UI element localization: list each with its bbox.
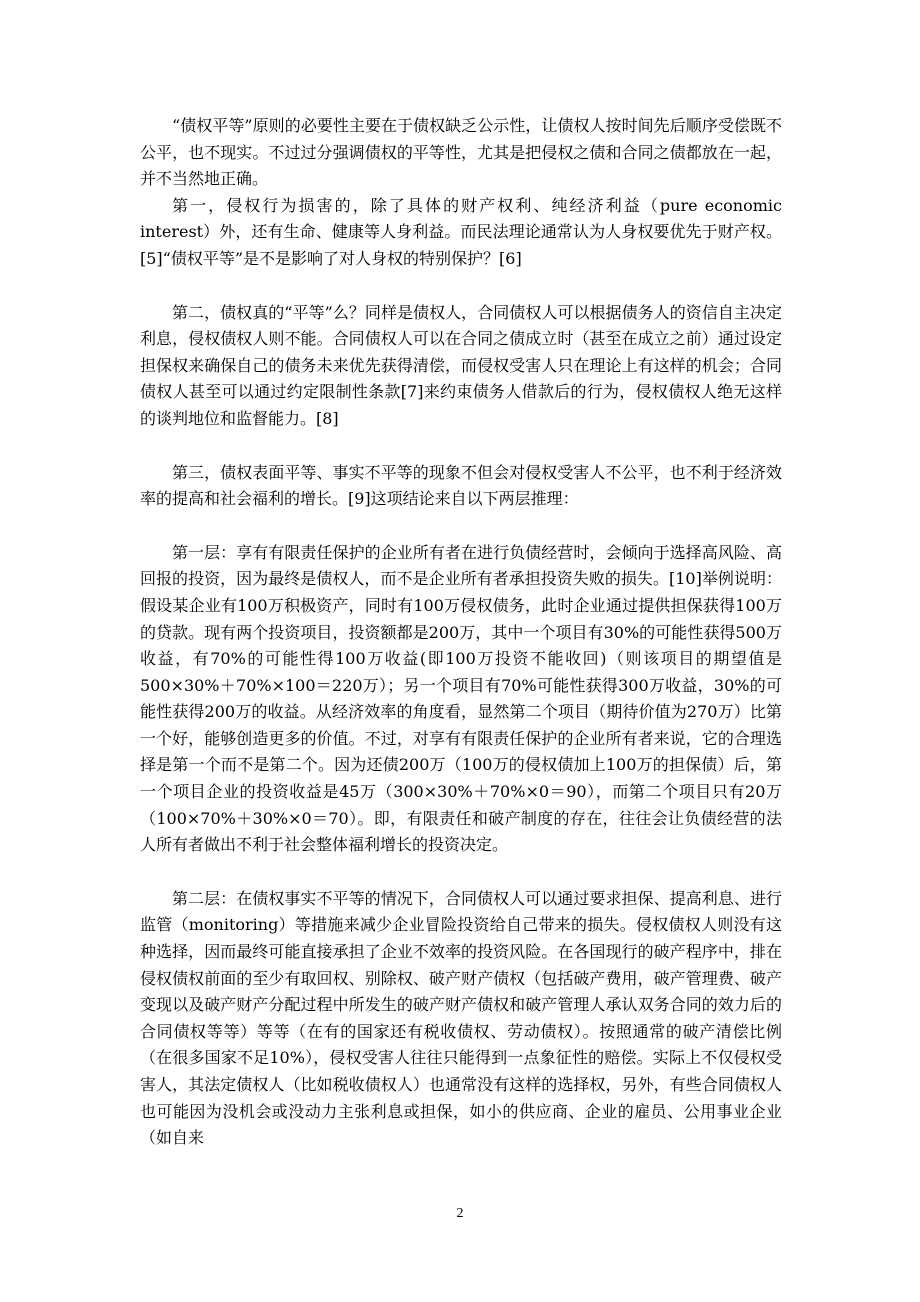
paragraph-first-layer: 第一层：享有有限责任保护的企业所有者在进行负债经营时，会倾向于选择高风险、高回报的投资，因为最终是债权人，而不是企业所有者承担投资失败的损失。[10]举例说明：假设某企业有100万积极资产，同时有100万侵权债务，此时企业通过提供担保获得100万的贷款。现有两个投资项目，投资额都是200万，其中一个项目有30%的可能性获得500万收益，有70%的可能性得100万收益(即100万投资不能收回)（则该项目的期望值是500×30%＋70%×100＝220万）；另一个项目有70%可能性获得300万收益，30%的可能性获得200万的收益。从经济效率的角度看，显然第二个项目（期待价值为270万）比第一个好，能够创造更多的价值。不过，对享有有限责任保护的企业所有者来说，它的合理选择是第一个而不是第二个。因为还债200万（100万的侵权债加上100万的担保债）后，第一个项目企业的投资收益是45万（300×30%＋70%×0＝90），而第二个项目只有20万（100×70%＋30%×0＝70）。即，有限责任和破产制度的存在，往往会让负债经营的法人所有者做出不利于社会整体福利增长的投资决定。 bbox=[140, 542, 782, 855]
page-number: 2 bbox=[456, 1206, 464, 1221]
paragraph-second-layer: 第二层：在债权事实不平等的情况下，合同债权人可以通过要求担保、提高利息、进行监管（monitoring）等措施来减少企业冒险投资给自己带来的损失。侵权债权人则没有这种选择，因而最终可能直接承担了企业不效率的投资风险。在各国现行的破产程序中，排在侵权债权前面的至少有取回权、别除权、破产财产债权（包括破产费用，破产管理费、破产变现以及破产财产分配过程中所发生的破产财产债权和破产管理人承认双务合同的效力后的合同债权等等）等等（在有的国家还有税收债权、劳动债权）。按照通常的破产清偿比例（在很多国家不足10%），侵权受害人往往只能得到一点象征性的赔偿。实际上不仅侵权受害人，其法定债权人（比如税收债权人）也通常没有这样的选择权，另外，有些合同债权人也可能因为没机会或没动力主张利息或担保，如小的供应商、企业的雇员、公用事业企业（如自来 bbox=[140, 888, 782, 1148]
paragraph-third-point: 第三，债权表面平等、事实不平等的现象不但会对侵权受害人不公平，也不利于经济效率的提高和社会福利的增长。[9]这项结论来自以下两层推理： bbox=[140, 462, 782, 509]
paragraph-intro: “债权平等”原则的必要性主要在于债权缺乏公示性，让债权人按时间先后顺序受偿既不公平，也不现实。不过过分强调债权的平等性，尤其是把侵权之债和合同之债都放在一起，并不当然地正确。 bbox=[140, 116, 782, 189]
body-text bbox=[140, 113, 782, 1152]
paragraph-second-point: 第二，债权真的“平等”么？同样是债权人，合同债权人可以根据债务人的资信自主决定利息，侵权债权人则不能。合同债权人可以在合同之债成立时（甚至在成立之前）通过设定担保权来确保自己的债务未来优先获得清偿，而侵权受害人只在理论上有这样的机会；合同债权人甚至可以通过约定限制性条款[7]来约束债务人借款后的行为，侵权债权人绝无这样的谈判地位和监督能力。[8] bbox=[140, 302, 782, 428]
paragraph-first-point: 第一，侵权行为损害的，除了具体的财产权利、纯经济利益（pure economic interest）外，还有生命、健康等人身利益。而民法理论通常认为人身权要优先于财产权。[5]“债权平等”是不是影响了对人身权的特别保护？[6] bbox=[140, 195, 782, 268]
